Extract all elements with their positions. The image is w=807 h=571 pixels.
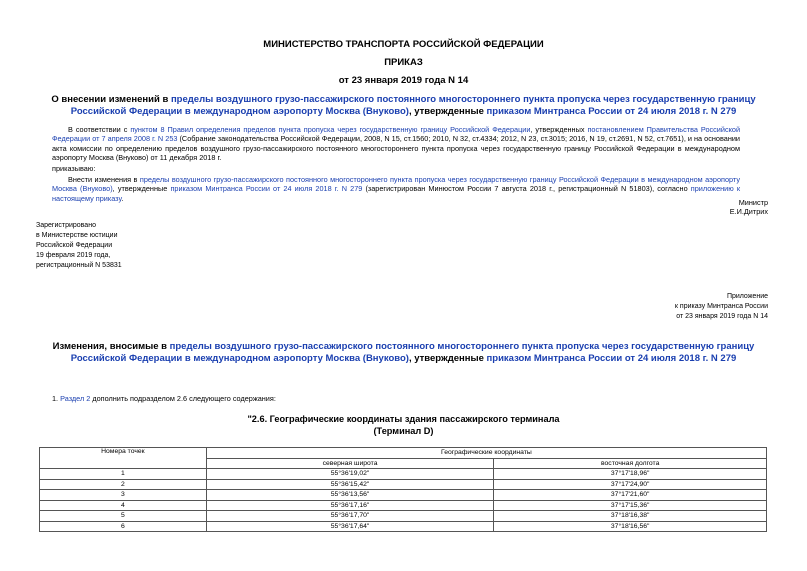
latitude: 55°36'17,70": [206, 511, 494, 522]
preamble-text: В соответствии с: [68, 125, 131, 134]
registration-line: в Министерстве юстиции: [36, 232, 118, 239]
registration-line: Российской Федерации: [36, 242, 113, 249]
signature-position: Министр: [738, 198, 768, 207]
latitude: 55°36'17,64": [206, 521, 494, 532]
appendix-line: к приказу Минтранса России: [674, 303, 768, 310]
registration-block: [36, 221, 122, 271]
item-number: 1.: [52, 394, 61, 403]
item-text: дополнить подразделом 2.6 следующего содержания:: [90, 394, 276, 403]
table-row: [40, 469, 767, 480]
table-row: [40, 479, 767, 490]
registration-line: Зарегистрировано: [36, 222, 96, 229]
preamble-link-rules[interactable]: пунктом 8 Правил определения пределов пункта пропуска через государственную границу Российской Федерации: [130, 125, 531, 134]
doc-date: от 23 января 2019 года N 14: [338, 75, 469, 86]
preamble-text: (Собрание законодательства Российской Федерации, 2008, N 15, ст.1560; 2010, N 32, ст.4334; 2012, N 23, ст.3015; 2016, N 19, ст.2691, N 52, ст.7651), и на основании акта комиссии по определению пределов воздушного грузо-пассажирского постоянного многостороннего пункта пропуска через государственную границу Российской Федерации в международном аэропорту Москва (Внуково) от 11 декабря 2018 г.: [52, 134, 740, 162]
longitude: 37°17'21,60": [494, 490, 767, 501]
table-row: [40, 511, 767, 522]
changes-title-link-limits[interactable]: пределы воздушного грузо-пассажирского постоянного многостороннего пункта пропуска через государственную границу Российской Федерации в международном аэропорту Москва (Внуково): [70, 341, 755, 364]
section-heading-line1: "2.6. Географические координаты здания пассажирского терминала: [247, 414, 560, 424]
order-link-limits[interactable]: пределы воздушного грузо-пассажирского постоянного многостороннего пункта пропуска через государственную границу Российской Федерации в международном аэропорту Москва (Внуково): [52, 175, 740, 194]
header-lat: северная широта: [206, 458, 494, 469]
header-points: Номера точек: [40, 448, 207, 469]
title-link-limits[interactable]: пределы воздушного грузо-пассажирского постоянного многостороннего пункта пропуска через государственную границу Российской Федерации в международном аэропорту Москва (Внуково): [70, 94, 756, 117]
latitude: 55°36'19,02": [206, 469, 494, 480]
preamble-paragraph: [52, 125, 740, 162]
table-row: [40, 500, 767, 511]
item-1: [52, 394, 276, 403]
registration-line: 19 февраля 2019 года,: [36, 252, 111, 259]
order-title: [45, 94, 762, 118]
latitude: 55°36'13,56": [206, 490, 494, 501]
changes-title: [40, 341, 767, 365]
longitude: 37°18'16,56": [494, 521, 767, 532]
longitude: 37°17'24,90": [494, 479, 767, 490]
point-number: 3: [40, 490, 207, 501]
coordinates-table: [39, 447, 767, 532]
section-heading: [0, 414, 807, 437]
table-row: [40, 490, 767, 501]
order-word: приказываю:: [52, 164, 96, 173]
preamble-link-decree[interactable]: постановлением Правительства Российской Федерации от 7 апреля 2008 г. N 253: [52, 125, 741, 144]
appendix-reference: [675, 292, 768, 322]
doc-type: ПРИКАЗ: [384, 57, 423, 68]
order-text: .: [121, 193, 124, 203]
table-row: [40, 521, 767, 532]
latitude: 55°36'15,42": [206, 479, 494, 490]
point-number: 1: [40, 469, 207, 480]
ministry-heading: МИНИСТЕРСТВО ТРАНСПОРТА РОССИЙСКОЙ ФЕДЕРАЦИИ: [263, 39, 544, 50]
longitude: 37°17'15,36": [494, 500, 767, 511]
order-text: (зарегистрирован Минюстом России 7 августа 2018 г., регистрационный N 51803), согласно: [362, 184, 691, 194]
point-number: 5: [40, 511, 207, 522]
section-heading-line2: (Терминал D): [373, 425, 434, 436]
longitude: 37°17'18,96": [494, 469, 767, 480]
order-paragraph: [52, 175, 740, 203]
table-header-row: [40, 448, 767, 459]
appendix-line: Приложение: [726, 293, 768, 300]
preamble-text: , утвержденных: [530, 125, 588, 134]
order-text: Внести изменения в: [68, 175, 140, 184]
signature-block: [730, 198, 768, 217]
title-prefix: О внесении изменений в: [51, 94, 171, 105]
changes-title-link-order[interactable]: приказом Минтранса России от 24 июля 2018 г. N 279: [486, 353, 737, 364]
registration-line: регистрационный N 53831: [36, 262, 122, 269]
appendix-line: от 23 января 2019 года N 14: [676, 313, 768, 320]
latitude: 55°36'17,16": [206, 500, 494, 511]
order-text: , утвержденные: [112, 184, 171, 194]
order-link-appendix[interactable]: приложению к настоящему приказу: [52, 184, 741, 203]
header-geo: Географические координаты: [206, 448, 766, 459]
point-number: 2: [40, 479, 207, 490]
title-middle: , утвержденные: [408, 106, 487, 117]
header-lon: восточная долгота: [494, 458, 767, 469]
point-number: 6: [40, 521, 207, 532]
longitude: 37°18'16,38": [494, 511, 767, 522]
changes-title-prefix: Изменения, вносимые в: [52, 341, 170, 352]
order-link-order[interactable]: приказом Минтранса России от 24 июля 2018 г. N 279: [170, 184, 363, 194]
title-link-order[interactable]: приказом Минтранса России от 24 июля 2018 г. N 279: [486, 106, 737, 117]
point-number: 4: [40, 500, 207, 511]
changes-title-middle: , утвержденные: [408, 353, 487, 364]
signature-name: Е.И.Дитрих: [729, 207, 768, 217]
section-2-link[interactable]: Раздел 2: [60, 394, 91, 403]
